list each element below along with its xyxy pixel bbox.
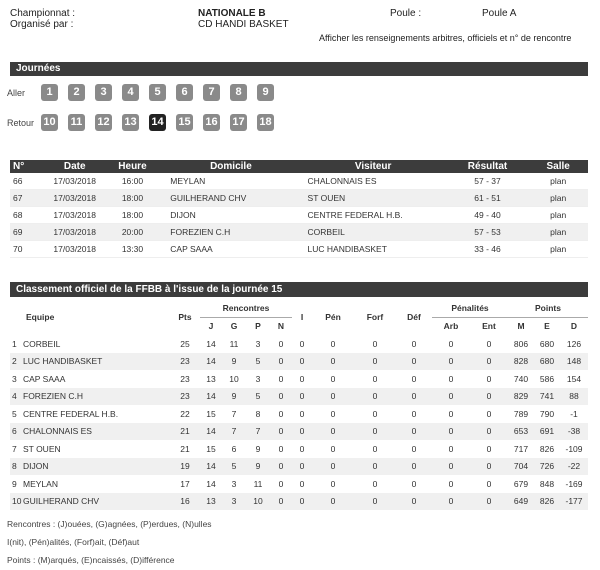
standing-pts: 21 xyxy=(180,443,190,454)
standing-pts: 17 xyxy=(180,478,190,489)
standing-pts: 25 xyxy=(180,338,190,349)
standing-team: CAP SAAA xyxy=(23,373,66,384)
standing-m: 653 xyxy=(508,423,534,441)
standing-n: 0 xyxy=(270,353,292,371)
standing-forf: 0 xyxy=(354,353,396,371)
standing-e: 741 xyxy=(534,388,560,406)
h-g: G xyxy=(230,321,238,332)
journees-title: Journées xyxy=(16,63,61,74)
standing-pen: 0 xyxy=(330,338,336,349)
standing-arb: 0 xyxy=(448,443,454,454)
standing-row xyxy=(10,493,588,511)
standing-g: 9 xyxy=(222,388,246,406)
standing-i: 0 xyxy=(299,408,305,419)
journee-17-button[interactable]: 17 xyxy=(230,114,247,131)
standing-row xyxy=(10,475,588,493)
match-heure: 18:00 xyxy=(103,207,163,224)
standing-e: 691 xyxy=(534,423,560,441)
match-num: 67 xyxy=(10,190,47,207)
standing-team: DIJON xyxy=(23,461,49,472)
standing-n: 0 xyxy=(270,493,292,511)
standing-g: 7 xyxy=(222,423,246,441)
match-num: 66 xyxy=(10,173,47,190)
standing-def: 0 xyxy=(396,458,432,476)
standing-ent: 0 xyxy=(470,493,508,511)
standing-p: 9 xyxy=(246,458,270,476)
h-pen: Pén xyxy=(325,312,341,322)
standing-rank: 4 xyxy=(12,391,17,402)
standing-d: -177 xyxy=(560,493,588,511)
standing-def: 0 xyxy=(396,353,432,371)
standing-e: 680 xyxy=(534,353,560,371)
matches-header-row xyxy=(10,160,588,173)
poule-label: Poule : xyxy=(390,8,422,19)
journee-2-button[interactable]: 2 xyxy=(68,84,85,101)
standing-ent: 0 xyxy=(470,388,508,406)
standing-pen: 0 xyxy=(330,373,336,384)
standing-def: 0 xyxy=(396,388,432,406)
standing-d: -1 xyxy=(570,408,578,419)
match-domicile: CAP SAAA xyxy=(162,241,299,258)
match-row xyxy=(10,224,588,241)
standing-rank: 10 xyxy=(12,496,22,507)
standing-forf: 0 xyxy=(372,373,378,384)
match-resultat: 57 - 37 xyxy=(447,173,529,190)
standing-i: 0 xyxy=(292,423,312,441)
standing-n: 0 xyxy=(270,458,292,476)
standing-team-cell xyxy=(10,405,170,423)
standing-p: 5 xyxy=(246,388,270,406)
journee-8-button[interactable]: 8 xyxy=(230,84,247,101)
standing-team-cell xyxy=(10,370,170,388)
match-domicile: DIJON xyxy=(162,207,299,224)
match-date: 17/03/2018 xyxy=(47,241,103,258)
standing-arb: 0 xyxy=(432,458,470,476)
match-visiteur: ST OUEN xyxy=(300,190,447,207)
standing-forf: 0 xyxy=(354,423,396,441)
standing-i: 0 xyxy=(299,373,305,384)
match-resultat: 61 - 51 xyxy=(447,190,529,207)
standing-team-cell xyxy=(10,475,170,493)
h-def: Déf xyxy=(407,312,421,322)
standing-rank: 6 xyxy=(12,426,17,437)
standing-g: 3 xyxy=(222,493,246,511)
standing-p: 10 xyxy=(246,493,270,511)
standing-n: 0 xyxy=(270,388,292,406)
standing-g: 5 xyxy=(222,458,246,476)
h-pts: Pts xyxy=(178,312,192,322)
h-ent: Ent xyxy=(482,321,496,332)
col-num: N° xyxy=(10,160,47,173)
legend-points: Points : (M)arqués, (E)ncaissés, (D)ifférence xyxy=(7,555,175,565)
journee-10-button[interactable]: 10 xyxy=(41,114,58,131)
standing-team-cell xyxy=(10,493,170,511)
standing-j: 14 xyxy=(200,388,222,406)
standing-i: 0 xyxy=(299,443,305,454)
standing-g: 11 xyxy=(229,338,239,349)
standing-pts: 23 xyxy=(180,373,190,384)
standing-row xyxy=(10,353,588,371)
h-points: Points xyxy=(508,299,588,317)
standing-forf: 0 xyxy=(354,493,396,511)
journee-11-button[interactable]: 11 xyxy=(68,114,85,131)
match-resultat: 49 - 40 xyxy=(447,207,529,224)
h-p: P xyxy=(255,321,261,332)
standing-e: 826 xyxy=(539,443,555,454)
standing-forf: 0 xyxy=(372,443,378,454)
standing-e: 726 xyxy=(534,458,560,476)
standing-row xyxy=(10,405,588,423)
journee-12-button[interactable]: 12 xyxy=(95,114,112,131)
standing-ent: 0 xyxy=(486,443,492,454)
match-salle[interactable]: plan xyxy=(528,241,588,258)
match-row xyxy=(10,173,588,190)
standing-ent: 0 xyxy=(486,338,492,349)
standing-team: CENTRE FEDERAL H.B. xyxy=(23,408,119,419)
standing-rank: 3 xyxy=(12,373,17,384)
h-m: M xyxy=(517,321,525,332)
standing-g: 3 xyxy=(231,478,237,489)
match-heure: 16:00 xyxy=(103,173,163,190)
col-date: Date xyxy=(47,160,103,173)
standings-header-row-1 xyxy=(10,299,588,317)
standing-forf: 0 xyxy=(372,338,378,349)
standing-def: 0 xyxy=(396,493,432,511)
standing-n: 0 xyxy=(270,423,292,441)
standing-ent: 0 xyxy=(470,353,508,371)
match-date: 17/03/2018 xyxy=(47,224,103,241)
standing-forf: 0 xyxy=(372,408,378,419)
match-resultat: 33 - 46 xyxy=(447,241,529,258)
championnat-label: Championnat : xyxy=(10,8,76,19)
match-domicile: GUILHERAND CHV xyxy=(162,190,299,207)
h-penalites: Pénalités xyxy=(432,299,508,317)
standing-j: 14 xyxy=(200,423,222,441)
standing-arb: 0 xyxy=(432,353,470,371)
standing-row xyxy=(10,388,588,406)
standing-e: 790 xyxy=(539,408,555,419)
standing-def: 0 xyxy=(396,423,432,441)
standing-rank: 1 xyxy=(12,338,17,349)
standing-pts: 23 xyxy=(170,388,200,406)
standing-ent: 0 xyxy=(470,423,508,441)
h-rencontres: Rencontres xyxy=(200,299,292,317)
standing-g: 6 xyxy=(231,443,237,454)
championnat-value: NATIONALE B xyxy=(198,8,266,19)
standing-m: 789 xyxy=(513,408,529,419)
standing-row xyxy=(10,423,588,441)
standing-i: 0 xyxy=(292,353,312,371)
journee-18-button[interactable]: 18 xyxy=(257,114,274,131)
standing-m: 679 xyxy=(513,478,529,489)
standing-team-cell xyxy=(10,353,170,371)
h-d: D xyxy=(570,321,578,332)
match-salle[interactable]: plan xyxy=(528,207,588,224)
standing-ent: 0 xyxy=(470,458,508,476)
standing-def: 0 xyxy=(411,338,417,349)
standing-ent: 0 xyxy=(486,373,492,384)
standing-team-cell xyxy=(10,423,170,441)
standing-d: -22 xyxy=(560,458,588,476)
journee-7-button[interactable]: 7 xyxy=(203,84,220,101)
standing-def: 0 xyxy=(411,478,417,489)
standing-arb: 0 xyxy=(448,338,454,349)
match-row xyxy=(10,190,588,207)
match-domicile: FOREZIEN C.H xyxy=(162,224,299,241)
h-j: J xyxy=(208,321,214,332)
standing-p: 3 xyxy=(255,373,261,384)
match-visiteur: CORBEIL xyxy=(300,224,447,241)
journees-title-bar xyxy=(10,62,588,76)
standing-def: 0 xyxy=(411,443,417,454)
standing-d: -109 xyxy=(565,443,583,454)
standing-def: 0 xyxy=(411,408,417,419)
standing-pen: 0 xyxy=(312,353,354,371)
match-row xyxy=(10,241,588,258)
journee-3-button[interactable]: 3 xyxy=(95,84,112,101)
match-salle[interactable]: plan xyxy=(528,173,588,190)
match-heure: 18:00 xyxy=(103,190,163,207)
standing-pts: 23 xyxy=(170,353,200,371)
standings-table xyxy=(10,299,588,510)
h-forf: Forf xyxy=(366,312,384,322)
standing-j: 15 xyxy=(206,443,216,454)
col-visiteur: Visiteur xyxy=(300,160,447,173)
standing-pts: 21 xyxy=(170,423,200,441)
standing-row xyxy=(10,335,588,353)
standing-d: -169 xyxy=(565,478,583,489)
match-resultat: 57 - 53 xyxy=(447,224,529,241)
standing-n: 0 xyxy=(278,478,284,489)
standing-i: 0 xyxy=(292,388,312,406)
standing-rank: 2 xyxy=(12,356,17,367)
standing-i: 0 xyxy=(292,458,312,476)
journee-16-button[interactable]: 16 xyxy=(203,114,220,131)
standing-d: 88 xyxy=(560,388,588,406)
standing-arb: 0 xyxy=(432,388,470,406)
standing-e: 848 xyxy=(539,478,555,489)
standing-team-cell xyxy=(10,440,170,458)
h-equipe: Equipe xyxy=(26,312,55,322)
match-heure: 20:00 xyxy=(103,224,163,241)
match-num: 68 xyxy=(10,207,47,224)
match-domicile: MEYLAN xyxy=(162,173,299,190)
match-num: 70 xyxy=(10,241,47,258)
standing-p: 8 xyxy=(255,408,261,419)
standing-arb: 0 xyxy=(448,373,454,384)
standing-rank: 9 xyxy=(12,478,17,489)
standing-forf: 0 xyxy=(354,388,396,406)
standing-m: 829 xyxy=(508,388,534,406)
col-heure: Heure xyxy=(103,160,163,173)
retour-label: Retour xyxy=(7,118,35,128)
standing-arb: 0 xyxy=(432,423,470,441)
standing-team: FOREZIEN C.H xyxy=(23,391,83,402)
journee-1-button[interactable]: 1 xyxy=(41,84,58,101)
match-salle[interactable]: plan xyxy=(528,224,588,241)
standing-pen: 0 xyxy=(330,443,336,454)
standing-d: -38 xyxy=(560,423,588,441)
standing-n: 0 xyxy=(278,408,284,419)
match-visiteur: CENTRE FEDERAL H.B. xyxy=(300,207,447,224)
legend-rencontres: Rencontres : (J)ouées, (G)agnées, (P)erdues, (N)ulles xyxy=(7,519,212,529)
standing-j: 13 xyxy=(200,493,222,511)
standing-p: 3 xyxy=(255,338,261,349)
standing-e: 826 xyxy=(534,493,560,511)
match-heure: 13:30 xyxy=(103,241,163,258)
standing-team: CHALONNAIS ES xyxy=(23,426,92,437)
standing-team: ST OUEN xyxy=(23,443,61,454)
standing-n: 0 xyxy=(278,443,284,454)
standing-i: 0 xyxy=(299,478,305,489)
standing-g: 10 xyxy=(229,373,239,384)
standing-i: 0 xyxy=(299,338,305,349)
h-i: I xyxy=(300,312,304,322)
journee-14-button[interactable]: 14 xyxy=(149,114,166,131)
standing-i: 0 xyxy=(292,493,312,511)
standing-m: 740 xyxy=(513,373,529,384)
journee-4-button[interactable]: 4 xyxy=(122,84,139,101)
standing-team-cell xyxy=(10,335,170,353)
standing-rank: 7 xyxy=(12,443,17,454)
classement-title: Classement officiel de la FFBB à l'issue de la journée 15 xyxy=(16,284,283,295)
standing-forf: 0 xyxy=(372,478,378,489)
match-date: 17/03/2018 xyxy=(47,207,103,224)
journee-5-button[interactable]: 5 xyxy=(149,84,166,101)
standing-team: LUC HANDIBASKET xyxy=(23,356,103,367)
match-visiteur: LUC HANDIBASKET xyxy=(300,241,447,258)
standing-row xyxy=(10,440,588,458)
journee-15-button[interactable]: 15 xyxy=(176,114,193,131)
standing-g: 7 xyxy=(231,408,237,419)
standing-m: 828 xyxy=(508,353,534,371)
standing-arb: 0 xyxy=(432,493,470,511)
standing-forf: 0 xyxy=(354,458,396,476)
legend-iness: I(nit), (Pén)alités, (Forf)ait, (Déf)aut xyxy=(7,537,140,547)
standing-rank: 8 xyxy=(12,461,17,472)
standing-m: 717 xyxy=(513,443,529,454)
standing-arb: 0 xyxy=(448,478,454,489)
standing-j: 14 xyxy=(206,338,216,349)
standing-d: 148 xyxy=(560,353,588,371)
standing-j: 15 xyxy=(206,408,216,419)
match-num: 69 xyxy=(10,224,47,241)
standing-pen: 0 xyxy=(330,478,336,489)
standing-n: 0 xyxy=(278,338,284,349)
standing-j: 14 xyxy=(200,353,222,371)
standing-j: 13 xyxy=(206,373,216,384)
standing-team-cell xyxy=(10,388,170,406)
standing-p: 7 xyxy=(246,423,270,441)
standing-team: GUILHERAND CHV xyxy=(23,496,100,507)
standing-e: 680 xyxy=(539,338,555,349)
poule-value: Poule A xyxy=(482,8,517,19)
standing-j: 14 xyxy=(206,478,216,489)
standing-def: 0 xyxy=(411,373,417,384)
standing-pen: 0 xyxy=(312,458,354,476)
standing-row xyxy=(10,458,588,476)
standing-pts: 22 xyxy=(180,408,190,419)
standing-d: 126 xyxy=(566,338,582,349)
journee-13-button[interactable]: 13 xyxy=(122,114,139,131)
standing-p: 5 xyxy=(246,353,270,371)
standing-pen: 0 xyxy=(312,388,354,406)
standing-j: 14 xyxy=(200,458,222,476)
match-row xyxy=(10,207,588,224)
standing-pen: 0 xyxy=(312,423,354,441)
col-domicile: Domicile xyxy=(162,160,299,173)
h-n: N xyxy=(277,321,285,332)
standing-rank: 5 xyxy=(12,408,17,419)
h-e: E xyxy=(544,321,550,332)
standing-arb: 0 xyxy=(448,408,454,419)
standing-p: 9 xyxy=(255,443,261,454)
col-salle: Salle xyxy=(528,160,588,173)
standing-team: CORBEIL xyxy=(23,338,61,349)
organise-label: Organisé par : xyxy=(10,19,74,30)
aller-label: Aller xyxy=(7,88,26,98)
standing-m: 704 xyxy=(508,458,534,476)
standing-team: MEYLAN xyxy=(23,478,58,489)
standing-m: 806 xyxy=(513,338,529,349)
standing-d: 154 xyxy=(566,373,582,384)
standing-pen: 0 xyxy=(330,408,336,419)
standing-m: 649 xyxy=(508,493,534,511)
match-salle[interactable]: plan xyxy=(528,190,588,207)
standing-g: 9 xyxy=(222,353,246,371)
standing-team-cell xyxy=(10,458,170,476)
journee-6-button[interactable]: 6 xyxy=(176,84,193,101)
journee-9-button[interactable]: 9 xyxy=(257,84,274,101)
standing-pts: 19 xyxy=(170,458,200,476)
classement-title-bar xyxy=(10,282,588,297)
match-visiteur: CHALONNAIS ES xyxy=(300,173,447,190)
standing-pen: 0 xyxy=(312,493,354,511)
standing-pts: 16 xyxy=(170,493,200,511)
col-resultat: Résultat xyxy=(447,160,529,173)
organise-value: CD HANDI BASKET xyxy=(198,19,289,30)
afficher-details-link[interactable]: Afficher les renseignements arbitres, officiels et n° de rencontre xyxy=(319,33,572,43)
standing-n: 0 xyxy=(278,373,284,384)
standing-e: 586 xyxy=(539,373,555,384)
standing-ent: 0 xyxy=(486,478,492,489)
h-arb: Arb xyxy=(443,321,459,332)
match-date: 17/03/2018 xyxy=(47,190,103,207)
standing-p: 11 xyxy=(253,478,263,489)
matches-table xyxy=(10,160,588,258)
standing-row xyxy=(10,370,588,388)
match-date: 17/03/2018 xyxy=(47,173,103,190)
standing-ent: 0 xyxy=(486,408,492,419)
